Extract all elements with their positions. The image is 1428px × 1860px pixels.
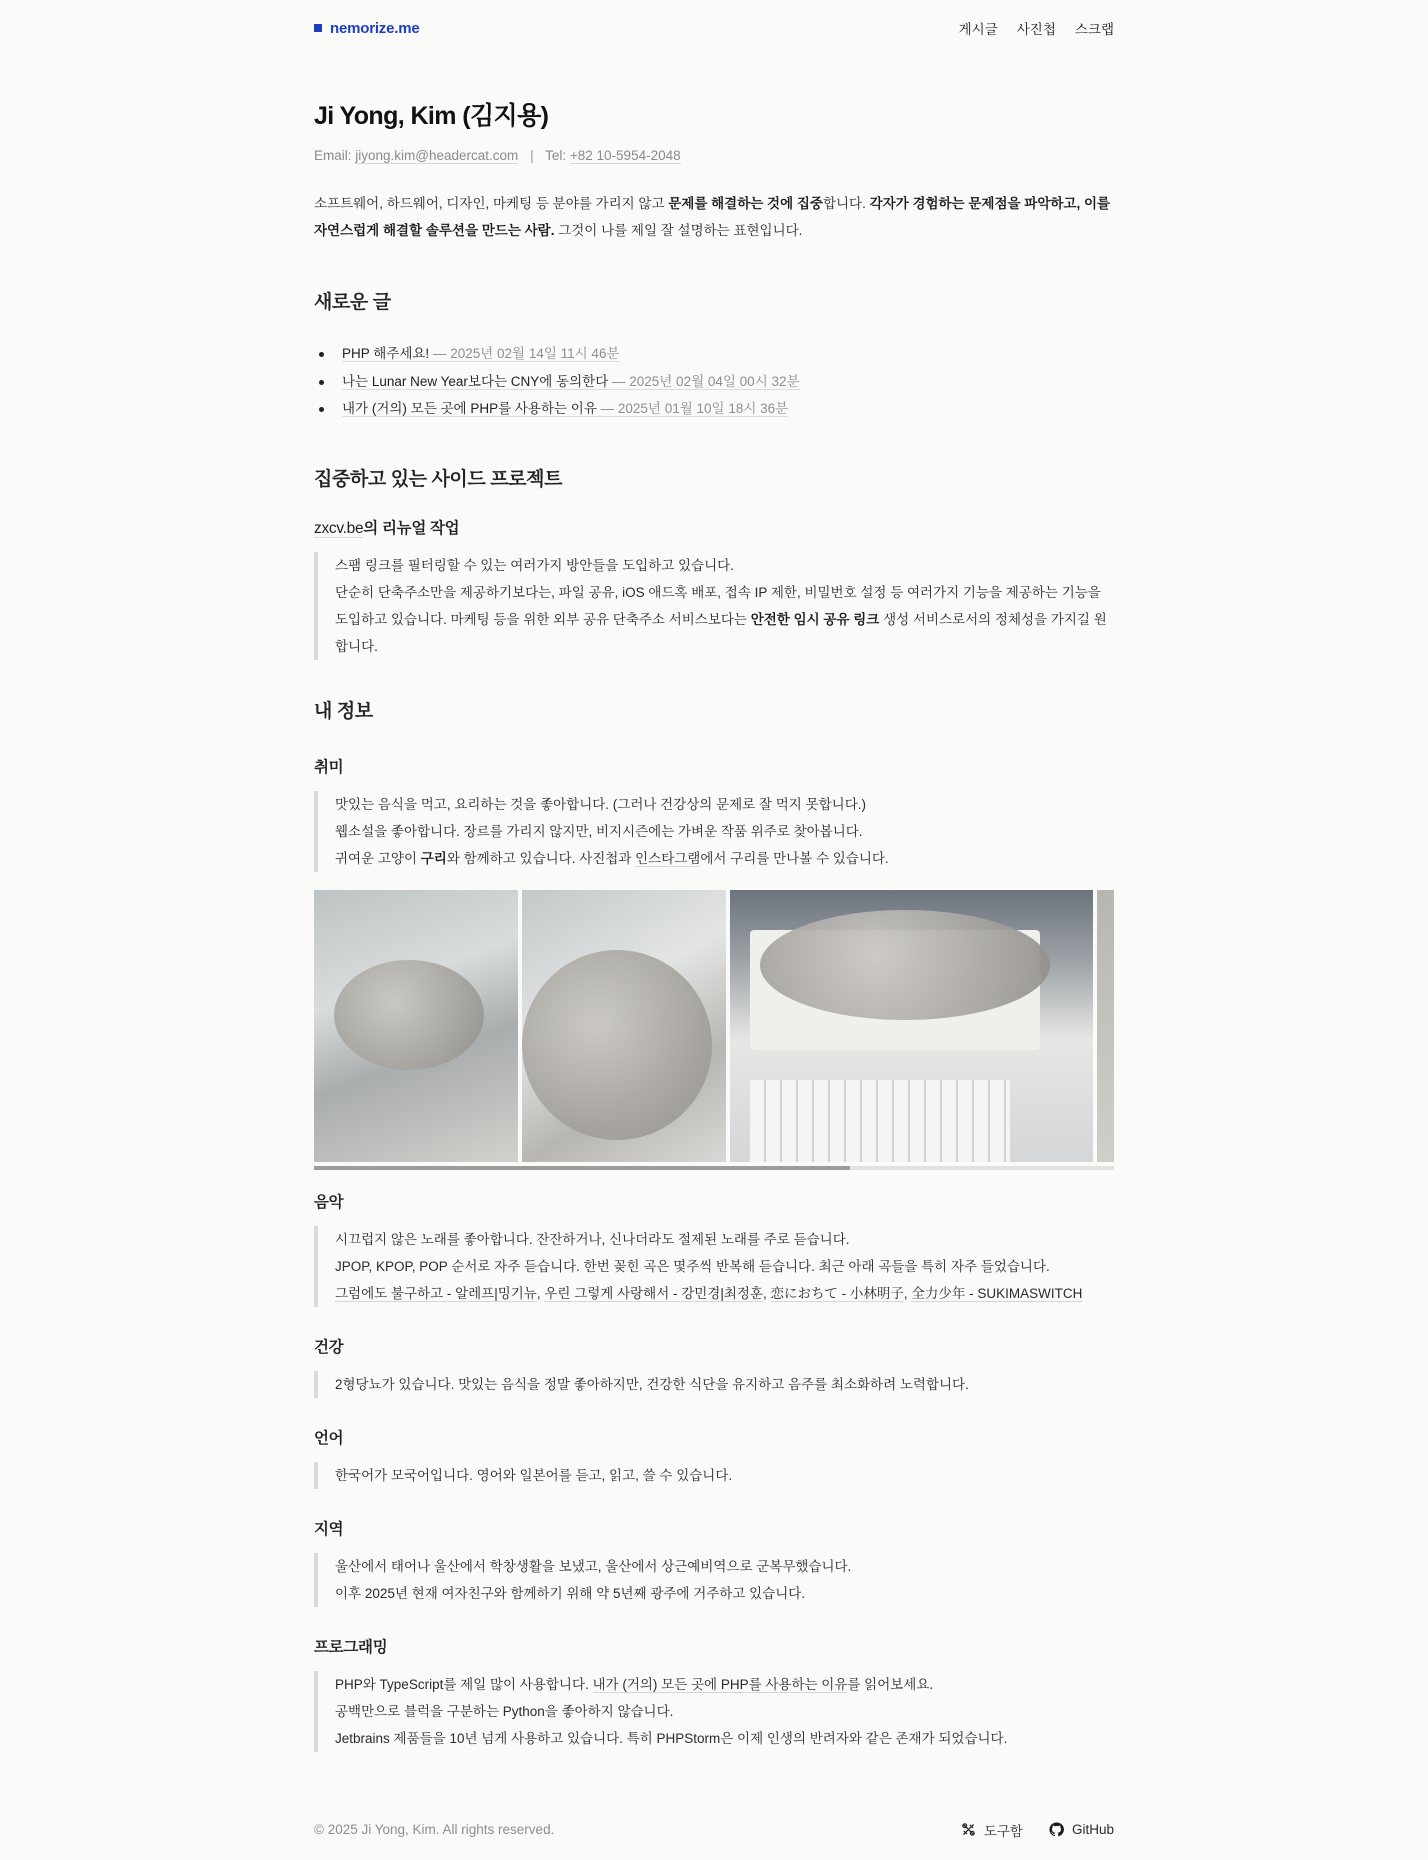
project-description — [314, 552, 1114, 660]
health-line: 2형당뇨가 있습니다. 맛있는 음식을 정말 좋아하지만, 건강한 식단을 유지하고 음주를 최소화하려 노력합니다. — [335, 1376, 969, 1392]
health-quote — [314, 1371, 1114, 1398]
page-container — [314, 0, 1114, 1860]
gallery-photo[interactable] — [1097, 890, 1114, 1162]
region-heading: 지역 — [314, 1520, 344, 1538]
project-title-rest: 의 리뉴얼 작업 — [363, 519, 460, 537]
post-link[interactable] — [342, 401, 788, 417]
copyright: © 2025 Ji Yong, Kim. All rights reserved. — [314, 1822, 555, 1837]
php-article-link[interactable]: 내가 (거의) 모든 곳에 PHP를 사용하는 이유 — [592, 1676, 848, 1692]
music-quote — [314, 1226, 1114, 1307]
gallery-photo[interactable] — [522, 890, 726, 1162]
project-text: 단순히 단축주소만을 제공하기보다는, 파일 공유, iOS 애드혹 배포, 접속 IP 제한, 비밀번호 설정 등 여러가지 기능을 제공하는 기능을 도입하고 있습니다. 마케팅 등을 위한 외부 공유 단축주소 서비스보다는 — [335, 584, 1101, 627]
music-line: 시끄럽지 않은 노래를 좋아합니다. 잔잔하거나, 신나더라도 절제된 노래를 주로 듣습니다. — [335, 1231, 850, 1247]
cat-name: 구리 — [420, 850, 447, 866]
post-list — [314, 340, 1114, 423]
post-link[interactable] — [342, 374, 800, 390]
intro-text: 합니다. — [822, 196, 870, 211]
intro-emphasis: 문제를 해결하는 것에 집중 — [668, 196, 823, 211]
keyboard-shape — [750, 1080, 1010, 1162]
github-label: GitHub — [1071, 1822, 1114, 1837]
photo-gallery[interactable] — [314, 890, 1114, 1170]
cat-shape — [522, 950, 712, 1140]
language-line: 한국어가 모국어입니다. 영어와 일본어를 듣고, 읽고, 쓸 수 있습니다. — [335, 1467, 733, 1483]
hobby-quote — [314, 791, 1114, 872]
hobby-heading: 취미 — [314, 758, 344, 776]
post-title: 내가 (거의) 모든 곳에 PHP를 사용하는 이유 — [342, 401, 597, 416]
programming-line: Jetbrains 제품들을 10년 넘게 사용하고 있습니다. 특히 PHPStorm은 이제 인생의 반려자와 같은 존재가 되었습니다. — [335, 1730, 1008, 1746]
region-line: 이후 2025년 현재 여자친구와 함께하기 위해 약 5년째 광주에 거주하고 있습니다. — [335, 1585, 806, 1601]
side-projects-section — [314, 464, 1114, 660]
programming-quote — [314, 1671, 1114, 1752]
intro-text: 그것이 나를 제일 잘 설명하는 표현입니다. — [554, 223, 803, 238]
project-link[interactable]: zxcv.be — [314, 519, 364, 537]
hobby-line — [335, 845, 1114, 872]
email-link[interactable]: jiyong.kim@headercat.com — [355, 148, 519, 163]
gallery-photo[interactable] — [314, 890, 518, 1162]
project-line: 스팸 링크를 필터링할 수 있는 여러가지 방안들을 도입하고 있습니다. — [335, 557, 734, 573]
email-label: Email: — [314, 148, 352, 163]
hobby-text: 와 함께하고 있습니다. 사진첩과 — [446, 850, 636, 866]
project-title — [314, 516, 1114, 538]
post-date: — 2025년 01월 10일 18시 36분 — [596, 401, 789, 416]
nav-scraps[interactable]: 스크랩 — [1074, 22, 1114, 37]
tel-label: Tel: — [545, 148, 567, 163]
programming-heading: 프로그래밍 — [314, 1638, 388, 1656]
song-list — [335, 1280, 1114, 1307]
top-navigation — [314, 0, 1114, 56]
song-link[interactable]: 恋におちて - 小林明子 — [770, 1285, 904, 1301]
cat-shape — [760, 910, 1050, 1020]
hobby-line: 웹소설을 좋아합니다. 장르를 가리지 않지만, 비지시즌에는 가벼운 작품 위주로 찾아봅니다. — [335, 823, 863, 839]
region-quote — [314, 1553, 1114, 1607]
programming-line: 공백만으로 블럭을 구분하는 Python을 좋아하지 않습니다. — [335, 1703, 674, 1719]
song-separator: , — [762, 1285, 771, 1301]
intro-text: 소프트웨어, 하드웨어, 디자인, 마케팅 등 분야를 가리지 않고 — [314, 196, 669, 211]
hobby-text: 귀여운 고양이 — [335, 850, 421, 866]
brand-link[interactable] — [314, 20, 420, 37]
programming-text: 를 읽어보세요. — [847, 1676, 934, 1692]
song-separator: , — [903, 1285, 912, 1301]
tools-label: 도구함 — [983, 1823, 1023, 1839]
gallery-scrollbar[interactable] — [314, 1166, 1114, 1170]
song-separator: , — [536, 1285, 545, 1301]
health-heading: 건강 — [314, 1338, 344, 1356]
main-nav — [959, 18, 1114, 38]
intro-paragraph — [314, 190, 1114, 244]
song-link[interactable]: 우린 그렇게 사랑해서 - 강민경|최정훈 — [544, 1285, 763, 1301]
contact-separator: | — [530, 148, 534, 163]
new-posts-section — [314, 287, 1114, 423]
song-link[interactable]: 全力少年 - SUKIMASWITCH — [911, 1285, 1083, 1301]
post-title: PHP 해주세요! — [342, 346, 430, 361]
region-line: 울산에서 태어나 울산에서 학창생활을 보냈고, 울산에서 상근예비역으로 군복무했습니다. — [335, 1558, 852, 1574]
music-heading: 음악 — [314, 1193, 344, 1211]
post-item — [314, 340, 1114, 368]
tel-link[interactable]: +82 10-5954-2048 — [569, 148, 681, 163]
music-line: JPOP, KPOP, POP 순서로 자주 듣습니다. 한번 꽂힌 곡은 몇주씩 반복해 듣습니다. 최근 아래 곡들을 특히 자주 들었습니다. — [335, 1258, 1050, 1274]
gallery-photo[interactable] — [730, 890, 1093, 1162]
nav-posts[interactable]: 게시글 — [958, 22, 998, 37]
brand-name: nemorize.me — [330, 19, 420, 37]
intro-emphasis: 각자가 경험하는 문제점을 파악하고, 이를 자연스럽게 해결할 솔루션을 만드는 사람. — [314, 196, 1111, 238]
post-item — [314, 368, 1114, 396]
post-date: — 2025년 02월 14일 11시 46분 — [429, 346, 620, 361]
programming-text: PHP와 TypeScript를 제일 많이 사용합니다. — [335, 1676, 593, 1692]
page-title: Ji Yong, Kim (김지용) — [314, 102, 549, 130]
project-text: 생성 서비스로서의 정체성을 가지길 원합니다. — [335, 611, 1107, 654]
project-emphasis: 안전한 임시 공유 링크 — [750, 611, 880, 627]
post-item — [314, 395, 1114, 423]
tools-link[interactable] — [961, 1820, 1023, 1840]
language-heading: 언어 — [314, 1429, 344, 1447]
song-link[interactable]: 그럼에도 불구하고 - 알레프|밍기뉴 — [335, 1285, 537, 1301]
post-title: 나는 Lunar New Year보다는 CNY에 동의한다 — [342, 373, 609, 389]
post-date: — 2025년 02월 04일 00시 32분 — [608, 373, 800, 389]
tools-icon — [961, 1822, 976, 1837]
contact-info — [314, 148, 1114, 163]
cat-shape — [334, 960, 484, 1070]
project-line — [335, 579, 1114, 660]
github-icon — [1049, 1822, 1064, 1837]
footer-links — [961, 1820, 1114, 1840]
post-link[interactable] — [342, 346, 620, 362]
side-projects-heading: 집중하고 있는 사이드 프로젝트 — [314, 468, 563, 490]
footer — [314, 1800, 1114, 1860]
github-link[interactable] — [1049, 1822, 1114, 1837]
nav-photos[interactable]: 사진첩 — [1016, 22, 1056, 37]
my-info-section — [314, 696, 1114, 1752]
brand-square-icon — [314, 24, 322, 32]
gallery-track — [314, 890, 1114, 1162]
language-quote — [314, 1462, 1114, 1489]
instagram-link[interactable]: 인스타그램 — [635, 850, 701, 866]
programming-line — [335, 1671, 1114, 1698]
new-posts-heading: 새로운 글 — [314, 292, 391, 313]
gallery-scrollbar-thumb[interactable] — [314, 1166, 850, 1170]
hobby-line: 맛있는 음식을 먹고, 요리하는 것을 좋아합니다. (그러나 건강상의 문제로 잘 먹지 못합니다.) — [335, 796, 866, 812]
my-info-heading: 내 정보 — [314, 700, 373, 722]
hobby-text: 에서 구리를 만나볼 수 있습니다. — [700, 850, 889, 866]
